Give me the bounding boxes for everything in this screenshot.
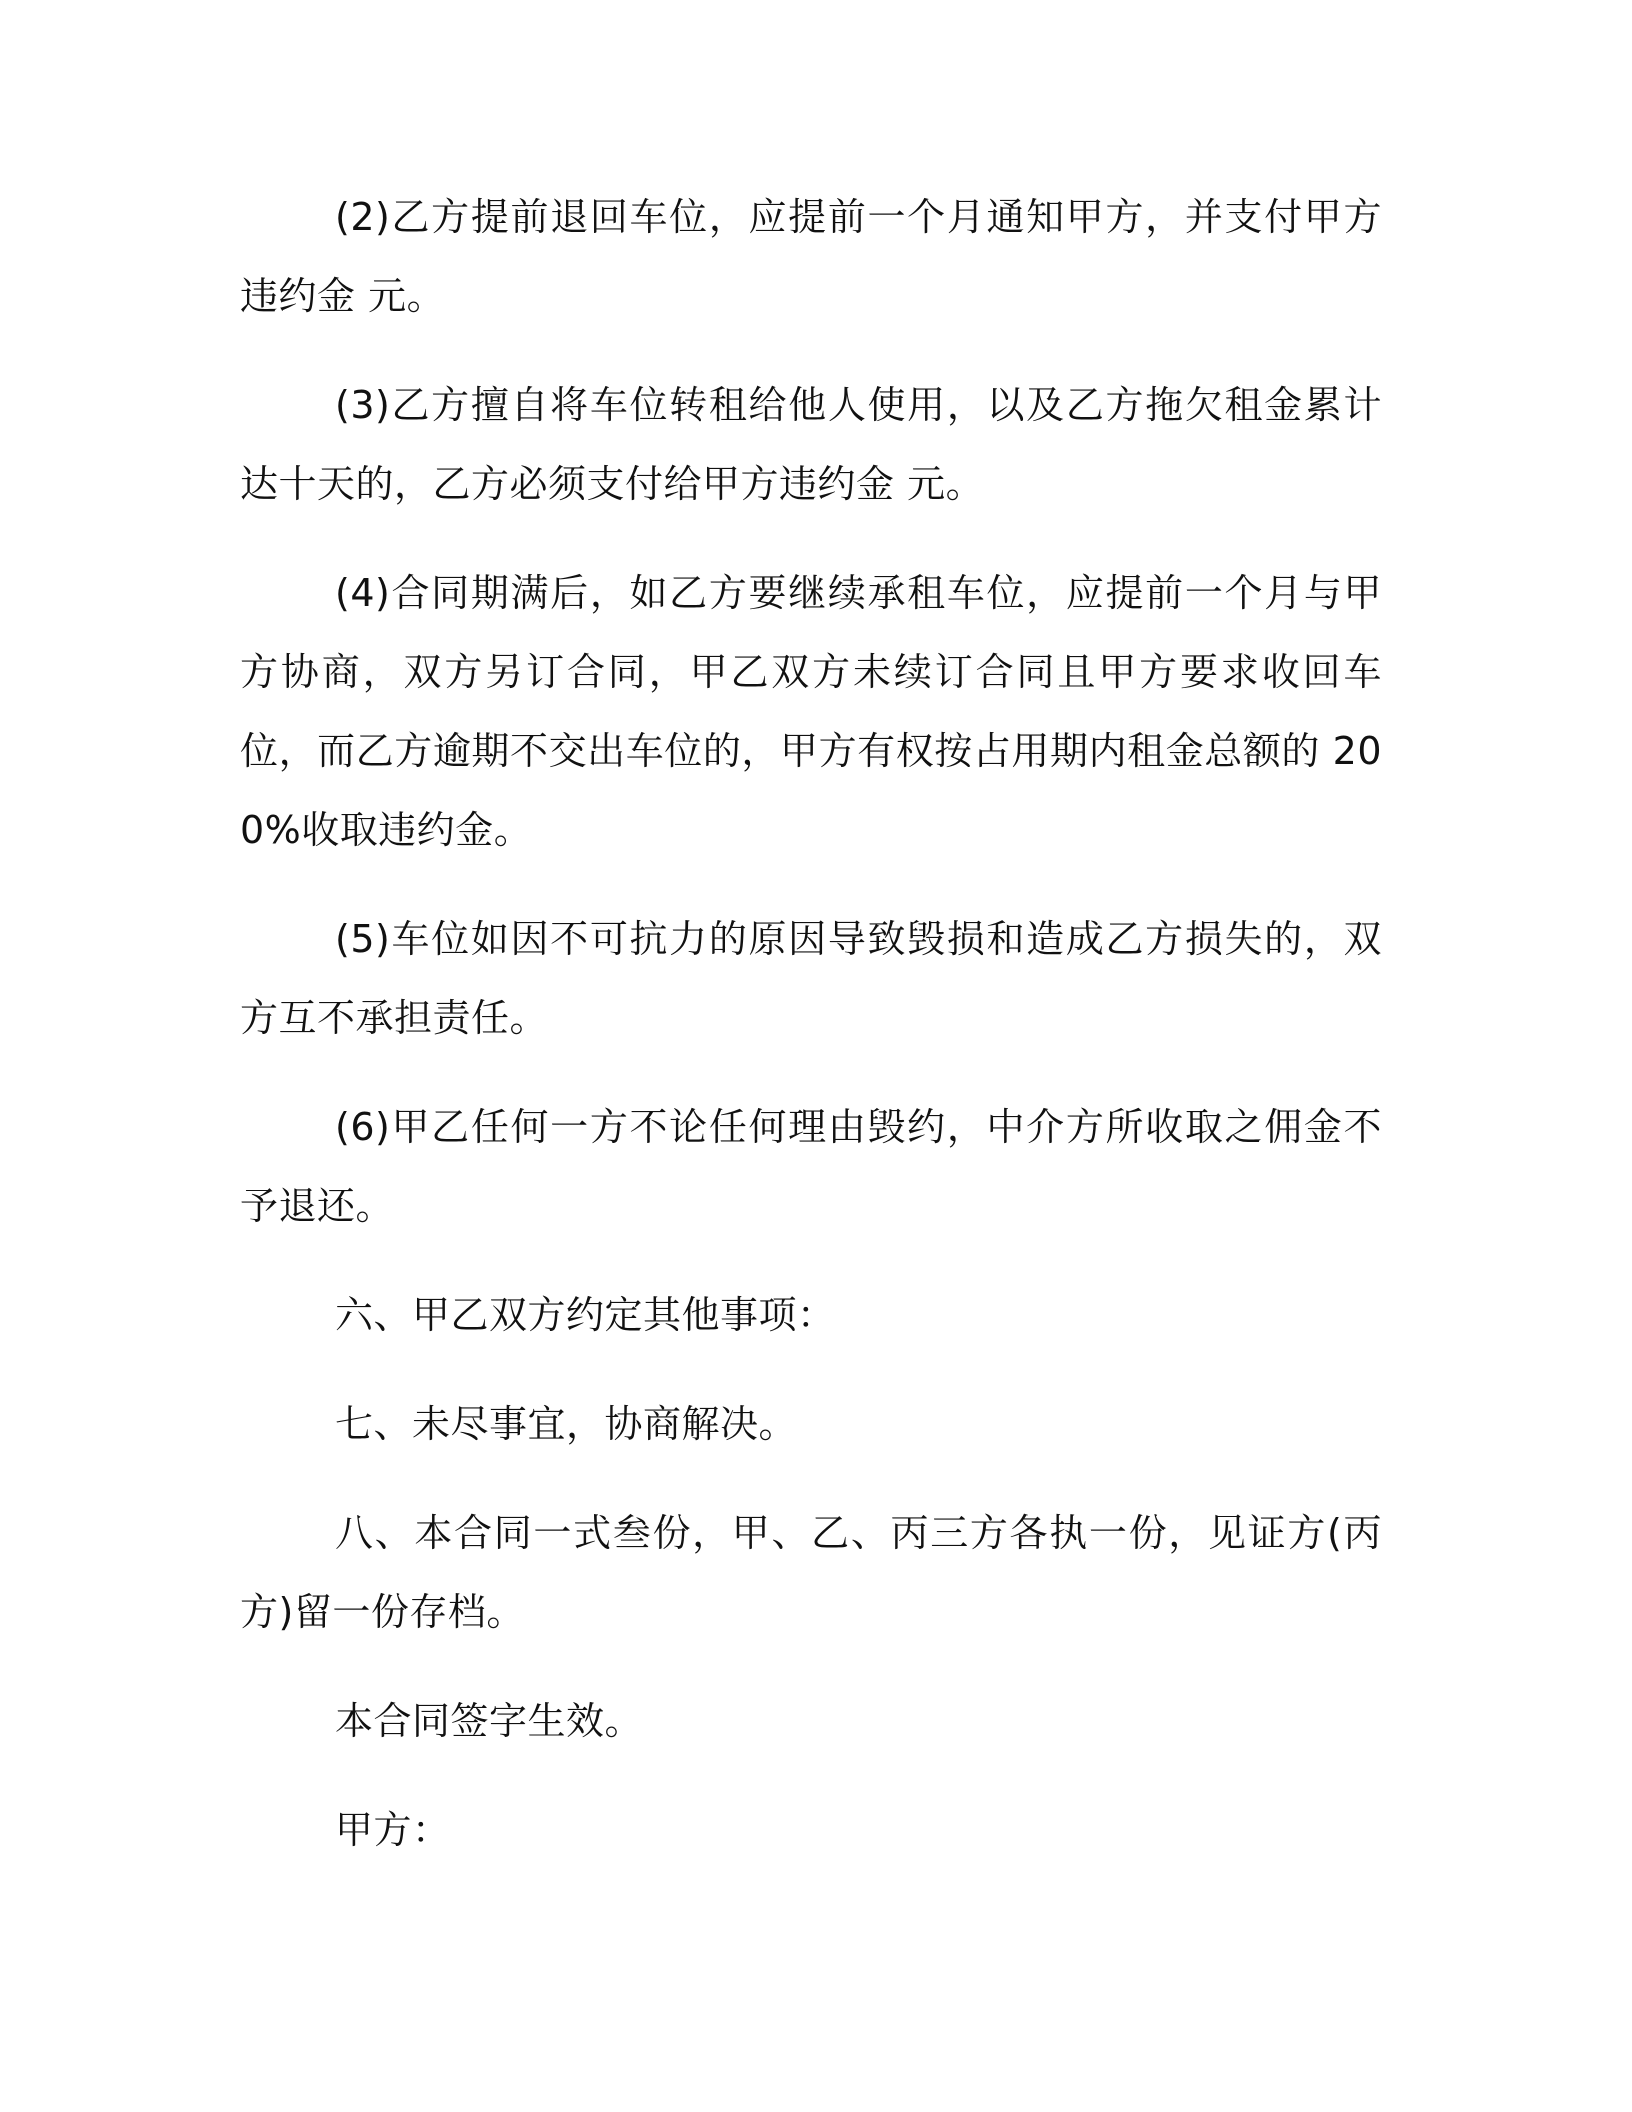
section-7-unresolved-matters: 七、未尽事宜，协商解决。: [335, 1402, 798, 1446]
clause-6-paragraph: (6)甲乙任何一方不论任何理由毁约，中介方所收取之佣金不予退还。: [240, 1105, 1382, 1228]
section-6-other-matters: 六、甲乙双方约定其他事项：: [335, 1293, 836, 1337]
section-8-copies: 八、本合同一式叁份，甲、乙、丙三方各执一份，见证方(丙方)留一份存档。: [240, 1511, 1382, 1634]
clause-4-paragraph: (4)合同期满后，如乙方要继续承租车位，应提前一个月与甲方协商，双方另订合同，甲乙双方未续订合同且甲方要求收回车位，而乙方逾期不交出车位的，甲方有权按占用期内租金总额的 200%收取违约金。: [240, 571, 1382, 852]
party-a-signature-label: 甲方：: [335, 1808, 451, 1852]
clause-5-paragraph: (5)车位如因不可抗力的原因导致毁损和造成乙方损失的，双方互不承担责任。: [240, 917, 1382, 1040]
effective-statement: 本合同签字生效。: [335, 1699, 644, 1743]
clause-3-paragraph: (3)乙方擅自将车位转租给他人使用，以及乙方拖欠租金累计达十天的，乙方必须支付给甲方违约金 元。: [240, 383, 1382, 506]
document-body: [240, 178, 1382, 1900]
clause-2-paragraph: (2)乙方提前退回车位，应提前一个月通知甲方，并支付甲方违约金 元。: [240, 195, 1382, 318]
